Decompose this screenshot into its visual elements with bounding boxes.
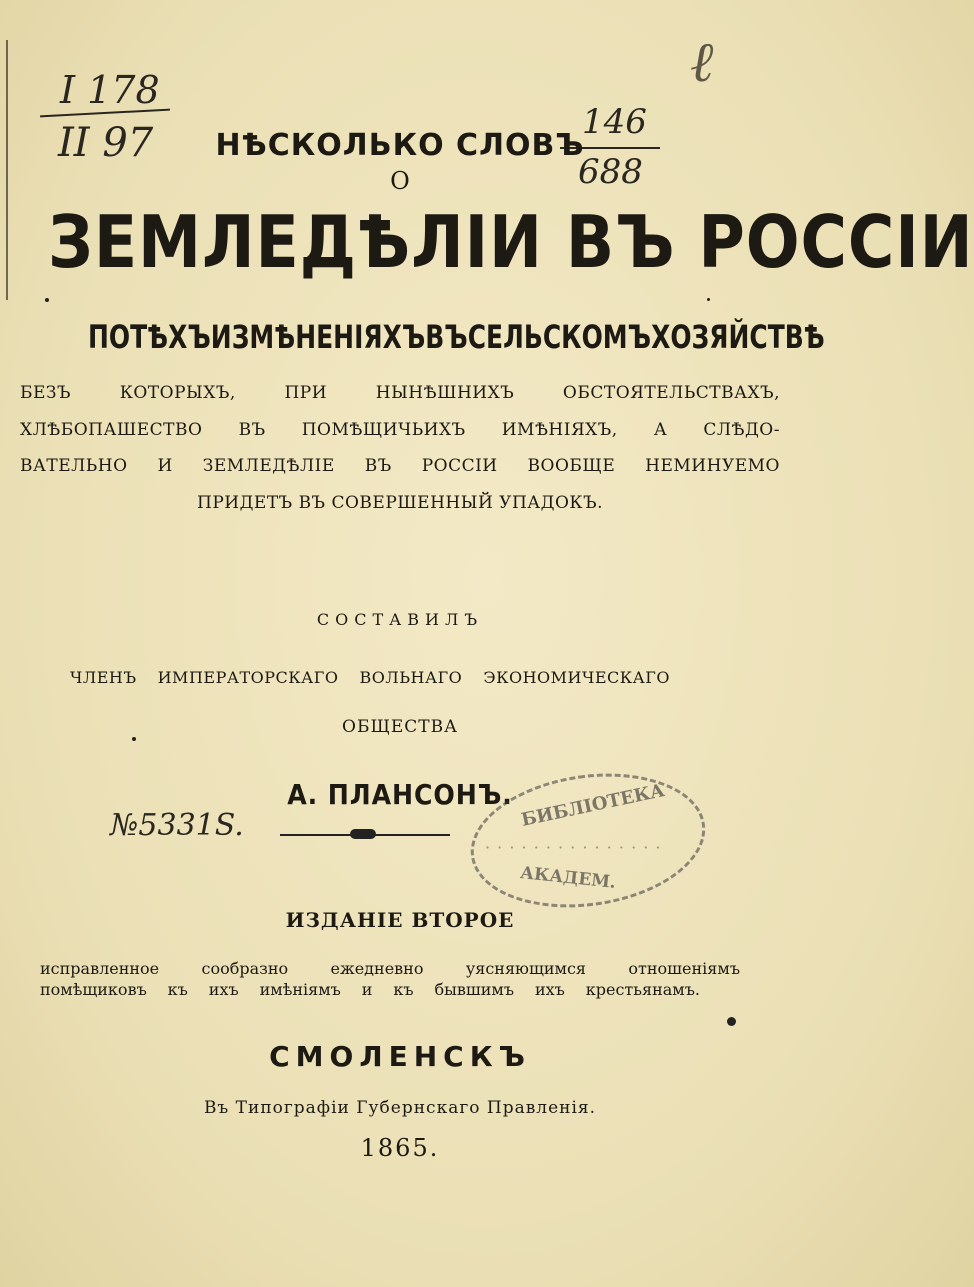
pencil-mark: ℓ <box>690 30 714 95</box>
library-stamp-line-3: АКАДЕМ. <box>519 863 617 893</box>
member-line: ЧЛЕНЪ ИМПЕРАТОРСКАГО ВОЛЬНАГО ЭКОНОМИЧЕСКАГО <box>70 668 670 687</box>
ink-speck <box>707 298 710 301</box>
edition-note-line-1: исправленное сообразно ежедневно уясняющимся отношеніямъ <box>40 959 740 978</box>
year: 1865. <box>360 1134 440 1162</box>
printer: Въ Типографіи Губернскаго Правленія. <box>203 1098 597 1118</box>
library-stamp-line-2: · · · · · · · · · · · · · · · <box>485 838 662 857</box>
call-number-bottom: 688 <box>578 152 643 192</box>
compiled-by: СОСТАВИЛЪ <box>316 610 484 629</box>
title-line-1: НѢСКОЛЬКО СЛОВЪ <box>215 128 585 163</box>
subtitle-line-1: БЕЗЪ КОТОРЫХЪ, ПРИ НЫНѢШНИХЪ ОБСТОЯТЕЛЬСТВАХЪ, <box>20 383 780 403</box>
library-stamp-line-1: БИБЛІОТЕКА <box>519 780 667 831</box>
call-number-top: 146 <box>582 102 647 142</box>
ink-speck <box>132 737 136 741</box>
city: СМОЛЕНСКЪ <box>269 1040 531 1073</box>
author-name: А. ПЛАНСОНЪ. <box>287 778 513 811</box>
accession-number: №5331S. <box>110 808 244 843</box>
subtitle-line-3: ВАТЕЛЬНО И ЗЕМЛЕДѢЛІЕ ВЪ РОССІИ ВООБЩЕ НЕМИНУЕМО <box>20 456 780 476</box>
ornamental-rule-center <box>350 829 376 839</box>
title-line-2: О <box>390 167 410 195</box>
edition: ИЗДАНІЕ ВТОРОЕ <box>285 908 515 932</box>
society-line: ОБЩЕСТВА <box>342 717 458 737</box>
shelf-mark-bottom: II 97 <box>58 120 154 166</box>
ink-speck <box>727 1017 736 1026</box>
main-title: ЗЕМЛЕДѢЛІИ ВЪ РОССІИ <box>48 200 974 284</box>
edition-note-line-2: помѣщиковъ къ ихъ имѣніямъ и къ бывшимъ ихъ крестьянамъ. <box>40 980 700 999</box>
subtitle-line-2: ХЛѢБОПАШЕСТВО ВЪ ПОМѢЩИЧЬИХЪ ИМѢНІЯХЪ, А СЛѢДО- <box>20 420 780 440</box>
title-line-4: ПОТѢХЪИЗМѢНЕНІЯХЪВЪСЕЛЬСКОМЪХОЗЯЙСТВѢ <box>88 318 825 356</box>
ink-speck <box>45 298 49 302</box>
shelf-mark-top: I 178 <box>60 68 160 112</box>
subtitle-line-4: ПРИДЕТЪ ВЪ СОВЕРШЕННЫЙ УПАДОКЪ. <box>197 493 603 513</box>
